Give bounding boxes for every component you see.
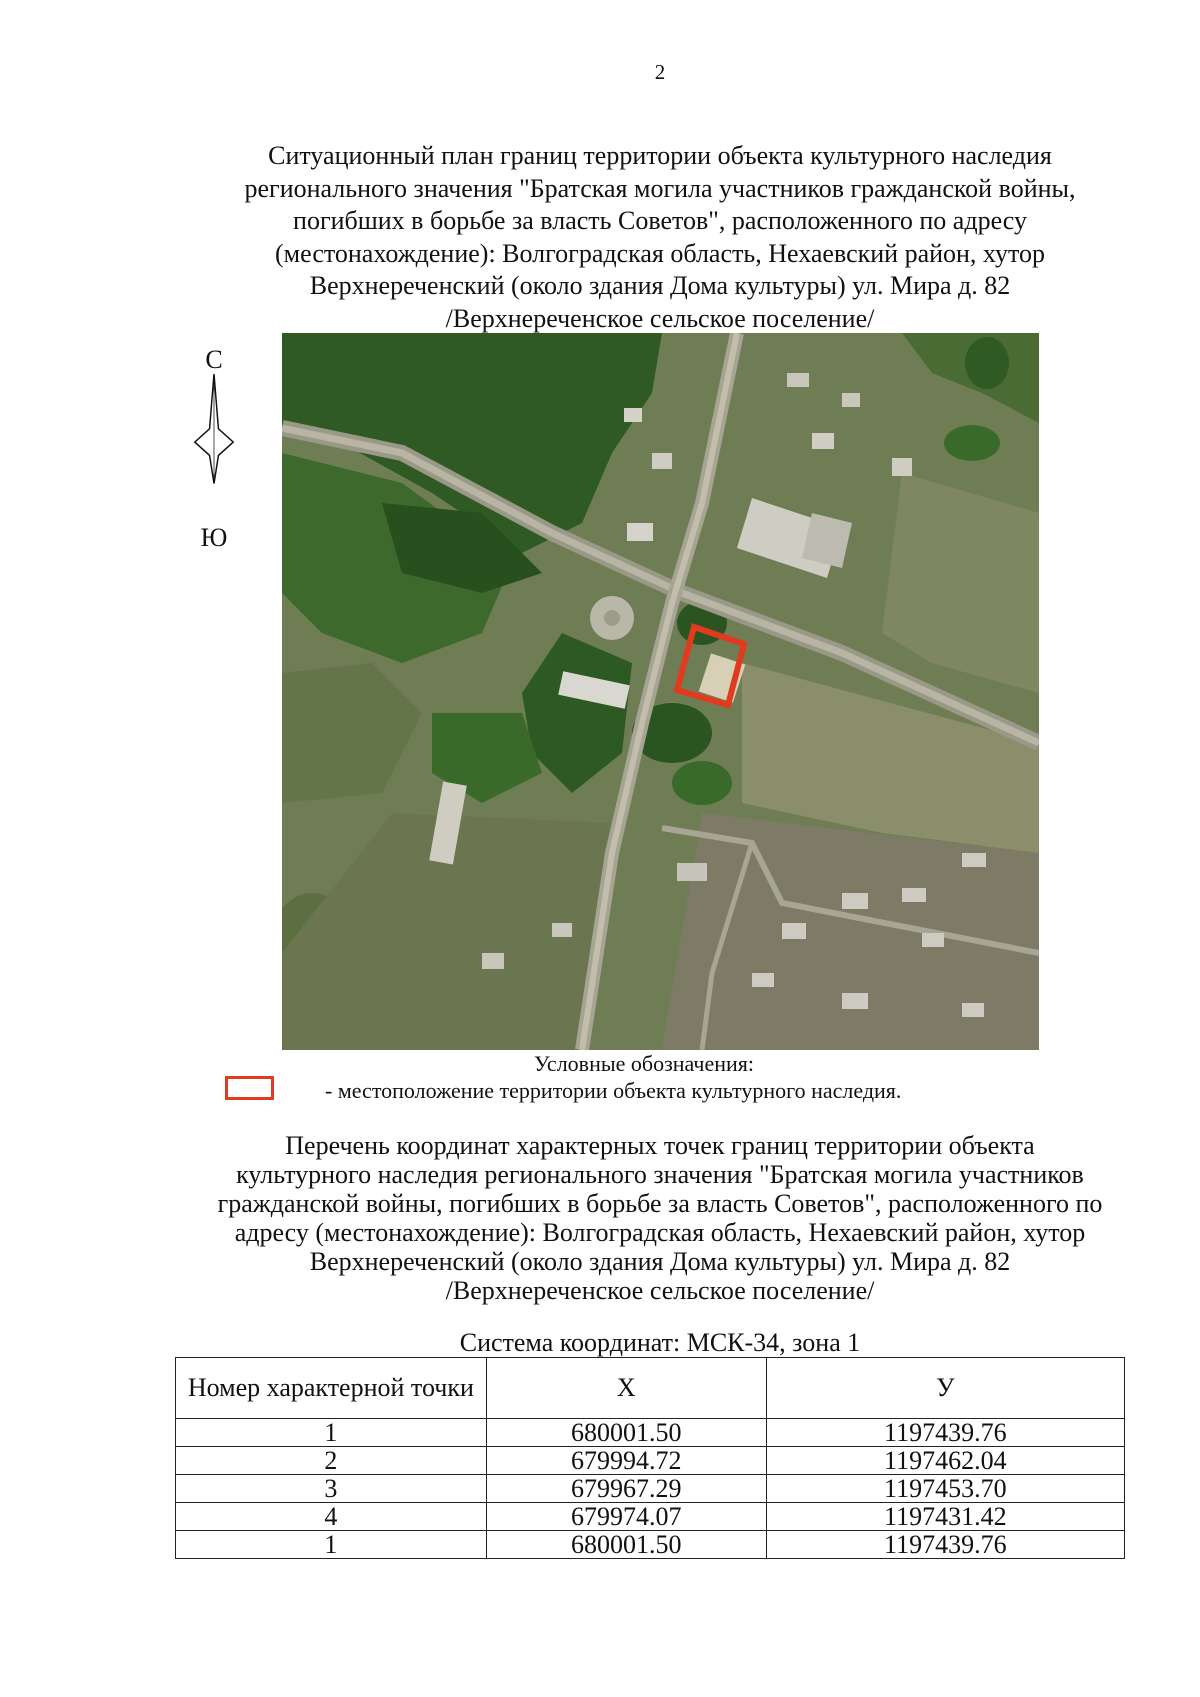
page-number: 2 — [654, 60, 666, 84]
table-row — [176, 1531, 1125, 1559]
x-cell: 679967.29 — [486, 1475, 766, 1503]
header-point-number: Номер характерной точки — [176, 1358, 487, 1419]
point-number-cell: 1 — [176, 1531, 487, 1559]
plan-title-line: Ситуационный план границ территории объекта культурного наследия — [268, 141, 1052, 170]
y-cell: 1197439.76 — [766, 1419, 1124, 1447]
coordinates-title-line: Верхнереченский (около здания Дома культуры) ул. Мира д. 82 — [309, 1247, 1011, 1276]
compass-north-label: С — [205, 345, 223, 374]
x-cell: 680001.50 — [486, 1419, 766, 1447]
plan-title — [160, 140, 1160, 335]
header-x: X — [486, 1358, 766, 1419]
plan-title-line: погибших в борьбе за власть Советов", расположенного по адресу — [293, 206, 1027, 235]
compass-south-label: Ю — [200, 523, 228, 552]
point-number-cell: 3 — [176, 1475, 487, 1503]
y-cell: 1197431.42 — [766, 1503, 1124, 1531]
plan-title-line: Верхнереченский (около здания Дома культуры) ул. Мира д. 82 — [309, 271, 1011, 300]
coordinates-title-line: гражданской войны, погибших в борьбе за власть Советов", расположенного по — [217, 1189, 1103, 1218]
coordinates-title-line: культурного наследия регионального значения "Братская могила участников — [236, 1160, 1084, 1189]
table-row — [176, 1419, 1125, 1447]
x-cell: 679994.72 — [486, 1447, 766, 1475]
x-cell: 679974.07 — [486, 1503, 766, 1531]
point-number-cell: 4 — [176, 1503, 487, 1531]
y-cell: 1197439.76 — [766, 1531, 1124, 1559]
coordinates-title-line: /Верхнереченское сельское поселение/ — [445, 1276, 875, 1305]
coordinates-table — [175, 1357, 1125, 1559]
point-number-cell: 1 — [176, 1419, 487, 1447]
satellite-map — [282, 333, 1039, 1050]
legend-title: Условные обозначения: — [534, 1051, 755, 1076]
y-cell: 1197462.04 — [766, 1447, 1124, 1475]
coordinate-system-label: Система координат: МСК-34, зона 1 — [459, 1328, 861, 1357]
plan-title-line: регионального значения "Братская могила участников гражданской войны, — [244, 173, 1076, 203]
table-row — [176, 1447, 1125, 1475]
compass-icon — [188, 374, 240, 522]
legend-boundary-swatch — [225, 1076, 274, 1100]
table-header-row — [176, 1358, 1125, 1419]
x-cell: 680001.50 — [486, 1531, 766, 1559]
plan-title-line: (местонахождение): Волгоградская область, Нехаевский район, хутор — [275, 238, 1045, 268]
plan-title-line: /Верхнереченское сельское поселение/ — [445, 303, 875, 333]
table-row — [176, 1475, 1125, 1503]
coordinates-title — [160, 1131, 1160, 1305]
y-cell: 1197453.70 — [766, 1475, 1124, 1503]
point-number-cell: 2 — [176, 1447, 487, 1475]
coordinates-title-line: Перечень координат характерных точек границ территории объекта — [285, 1131, 1035, 1160]
coordinates-title-line: адресу (местонахождение): Волгоградская область, Нехаевский район, хутор — [234, 1218, 1086, 1247]
legend-item-text: - местоположение территории объекта культурного наследия. — [325, 1078, 902, 1103]
header-y: У — [766, 1358, 1124, 1419]
table-row — [176, 1503, 1125, 1531]
